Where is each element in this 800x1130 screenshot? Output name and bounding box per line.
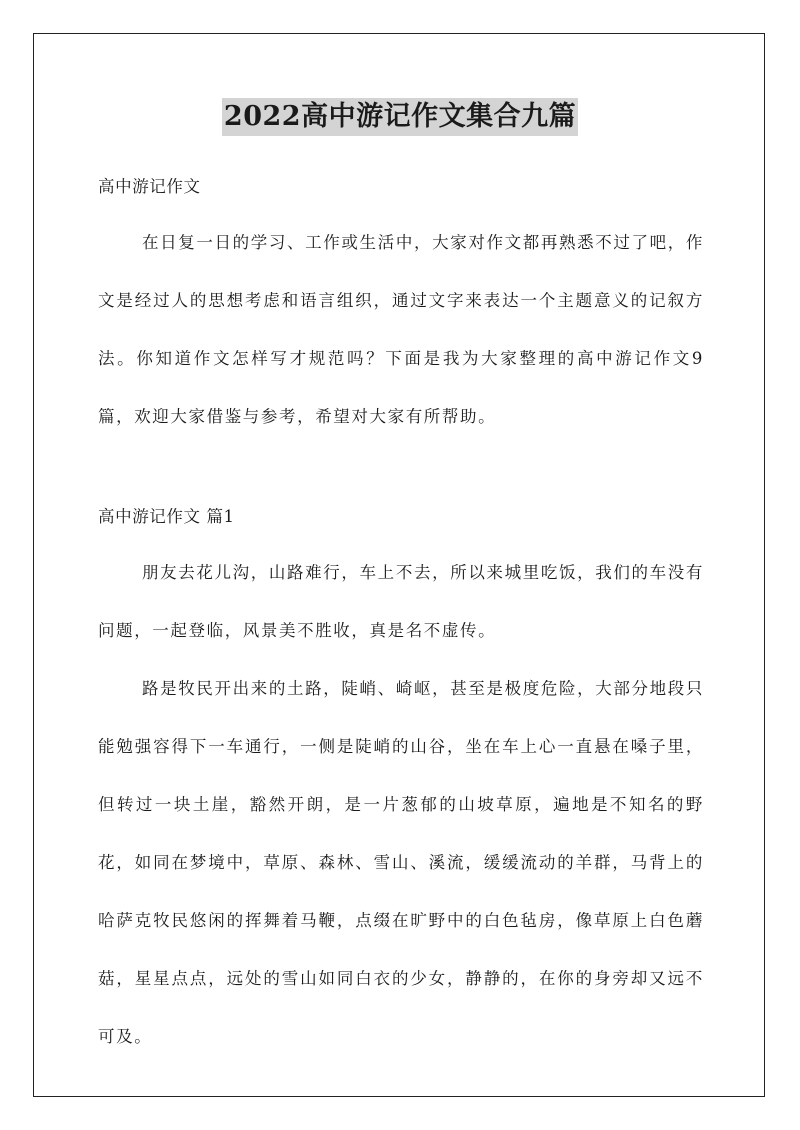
title-container xyxy=(0,98,800,136)
section-heading: 高中游记作文 篇1 xyxy=(98,507,235,526)
intro-heading: 高中游记作文 xyxy=(98,177,201,196)
section-spacer xyxy=(98,446,704,498)
section-paragraph-1: 朋友去花儿沟，山路难行，车上不去，所以来城里吃饭，我们的车没有问题，一起登临，风景美不胜收，真是名不虚传。 xyxy=(98,563,704,640)
intro-paragraph: 在日复一日的学习、工作或生活中，大家对作文都再熟悉不过了吧，作文是经过人的思想考虑和语言组织，通过文字来表达一个主题意义的记叙方法。你知道作文怎样写才规范吗？下面是我为大家整理的高中游记作文9篇，欢迎大家借鉴与参考，希望对大家有所帮助。 xyxy=(98,233,704,426)
document-title: 2022高中游记作文集合九篇 xyxy=(222,98,578,136)
document-body xyxy=(98,168,704,1066)
section-paragraph-2: 路是牧民开出来的土路，陡峭、崎岖，甚至是极度危险，大部分地段只能勉强容得下一车通行，一侧是陡峭的山谷，坐在车上心一直悬在嗓子里，但转过一块土崖，豁然开朗，是一片葱郁的山坡草原，遍地是不知名的野花，如同在梦境中，草原、森林、雪山、溪流，缓缓流动的羊群，马背上的哈萨克牧民悠闲的挥舞着马鞭，点缀在旷野中的白色毡房，像草原上白色蘑菇，星星点点，远处的雪山如同白衣的少女，静静的，在你的身旁却又远不可及。 xyxy=(98,679,704,1046)
